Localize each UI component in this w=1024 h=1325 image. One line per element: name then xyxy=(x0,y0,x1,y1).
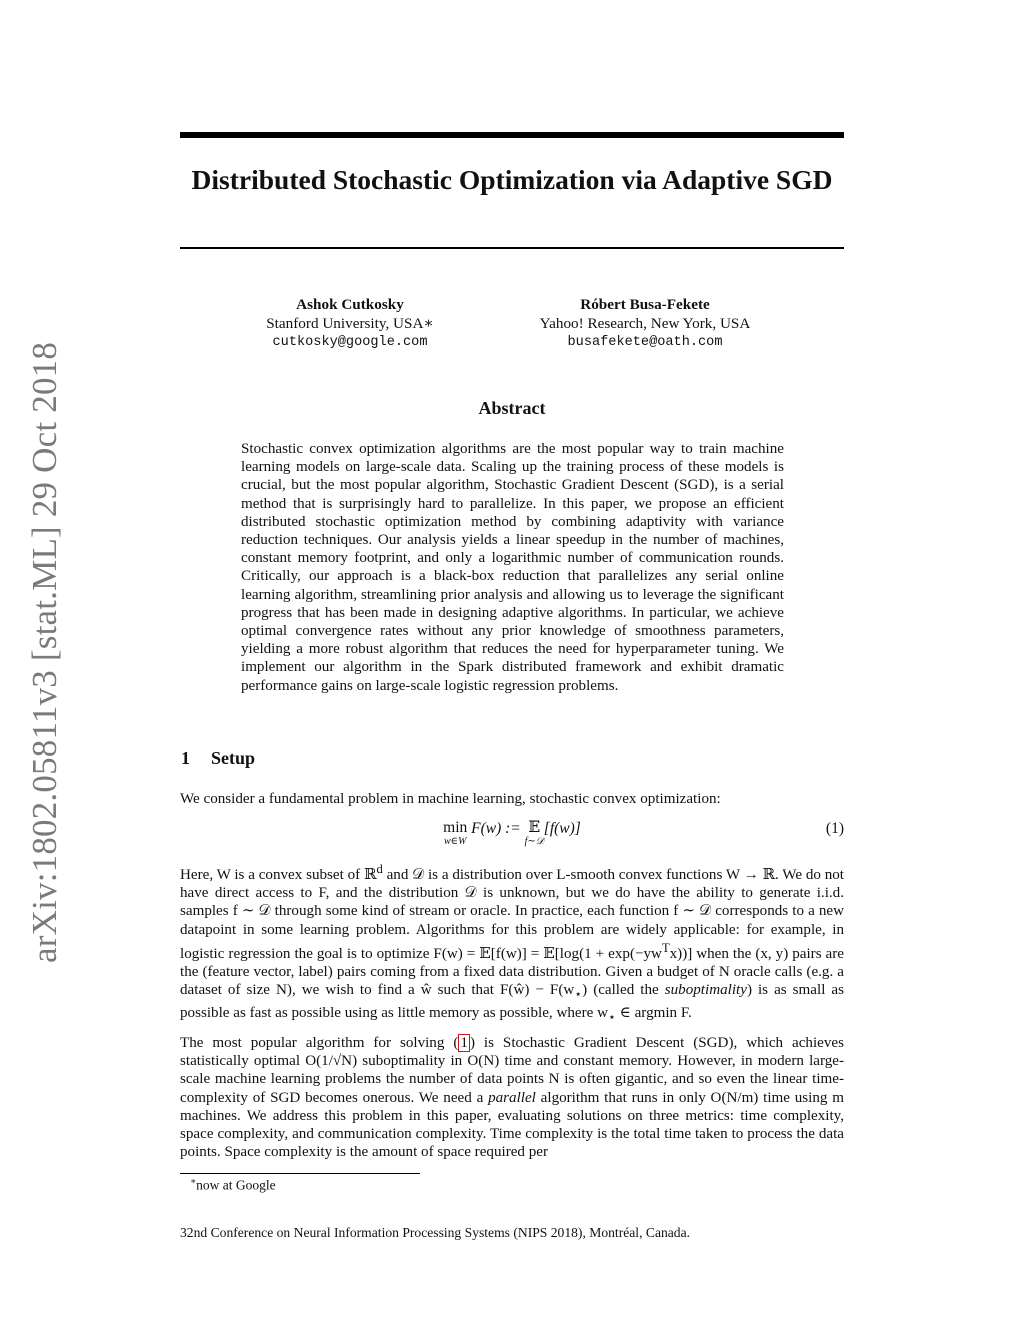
equation-rhs: [f(w)] xyxy=(543,820,581,837)
title-bottom-rule xyxy=(180,247,844,249)
equation-body xyxy=(180,820,844,847)
abstract-text: Stochastic convex optimization algorithms are the most popular way to train machine learning models on large-scale data. Scaling up the training process of these models is crucial, but the most popular algorithm, Stochastic Gradient Descent (SGD), is a serial method that is surprisingly hard to parallelize. In this paper, we propose an efficient distributed stochastic optimization method by combining adaptivity with variance reduction techniques. Our analysis yields a linear speedup in the number of machines, constant memory footprint, and only a logarithmic number of communication rounds. Critically, our approach is a black-box reduction that parallelizes any serial online learning algorithm, streamlining prior analysis and allowing us to leverage the significant progress that has been made in designing adaptive algorithms. In particular, we achieve optimal convergence rates without any prior knowledge of smoothness parameters, yielding a more robust algorithm that reduces the need for hyperparameter tuning. We implement our algorithm in the Spark distributed framework and exhibit dramatic performance gains on large-scale logistic regression problems. xyxy=(241,441,784,694)
setup-paragraph-1: We consider a fundamental problem in machine learning, stochastic convex optimization: xyxy=(180,791,721,807)
section-number: 1 xyxy=(181,748,190,768)
conference-footer: 32nd Conference on Neural Information Processing Systems (NIPS 2018), Montréal, Canada. xyxy=(180,1225,691,1240)
equation-lhs: F(w) := xyxy=(471,820,521,837)
equation-1 xyxy=(180,818,844,852)
footnote-mark: ∗ xyxy=(190,1176,197,1186)
equation-reference-link[interactable]: 1 xyxy=(460,1035,468,1051)
author-affiliation: Yahoo! Research, New York, USA xyxy=(539,315,751,332)
author-block-2 xyxy=(485,295,805,352)
author-email[interactable]: cutkosky@google.com xyxy=(272,335,428,350)
author-block-1 xyxy=(190,295,510,352)
footnote xyxy=(190,1176,276,1194)
arxiv-identifier: arXiv:1802.05811v3 [stat.ML] 29 Oct 2018 xyxy=(25,341,64,964)
setup-paragraph-3: The most popular algorithm for solving ( 1 ) is Stochastic Gradient Descent (SGD), which achieves statistically optimal O(1/√N) suboptimality in O(N) time and constant memory. However, in modern large-scale machine learning problems the number of data points N is often gigantic, and so even the linear time-complexity of SGD becomes onerous. We need a parallel algorithm that runs in only O(N/m) time using m machines. We address this problem in this paper, evaluating solutions on three metrics: time complexity, space complexity, and communication complexity. Time complexity is the total time taken to process the data points. Space complexity is the amount of space required per xyxy=(180,1035,844,1161)
section-heading xyxy=(181,748,255,769)
section-title: Setup xyxy=(211,748,256,768)
min-operator: min w∈W xyxy=(443,819,468,847)
author-email[interactable]: busafekete@oath.com xyxy=(567,335,723,350)
footnote-text: now at Google xyxy=(196,1177,276,1193)
abstract-heading: Abstract xyxy=(478,398,546,418)
paper-title: Distributed Stochastic Optimization via Adaptive SGD xyxy=(191,164,833,195)
author-affiliation: Stanford University, USA∗ xyxy=(266,315,434,332)
expectation-operator: 𝔼 f∼𝒟 xyxy=(524,819,544,847)
author-name: Ashok Cutkosky xyxy=(296,296,404,313)
author-name: Róbert Busa-Fekete xyxy=(580,296,710,313)
footnote-rule xyxy=(180,1173,420,1174)
equation-number: (1) xyxy=(825,820,844,837)
setup-paragraph-2: Here, W is a convex subset of ℝ$^d$ and 𝒟 is a distribution over L-smooth convex functions W → ℝ. We do not have direct access to F, and the distribution 𝒟 is unknown, but we do have the ability to generate i.i.d. samples f ∼ 𝒟 through some kind of stream or oracle. In practice, each function f ∼ 𝒟 corresponds to a new datapoint in some learning problem. Algorithms for this problem are widely applicable: for example, in logistic regression the goal is to optimize F(w) = 𝔼[f(w)] = 𝔼[log(1 + $\exp(-yw^Tx)$)] when the (x, y) pairs are the (feature vector, label) pairs coming from a fixed data distribution. Given a budget of N oracle calls (e.g. a dataset of size N), we wish to find a ŵ such that F(ŵ) − $F(w_⋆)$ (called the suboptimality) is as small as possible as fast as possible using as little memory as possible, where $w_⋆$ ∈ argmin F. xyxy=(180,862,844,1024)
title-top-rule xyxy=(180,132,844,138)
